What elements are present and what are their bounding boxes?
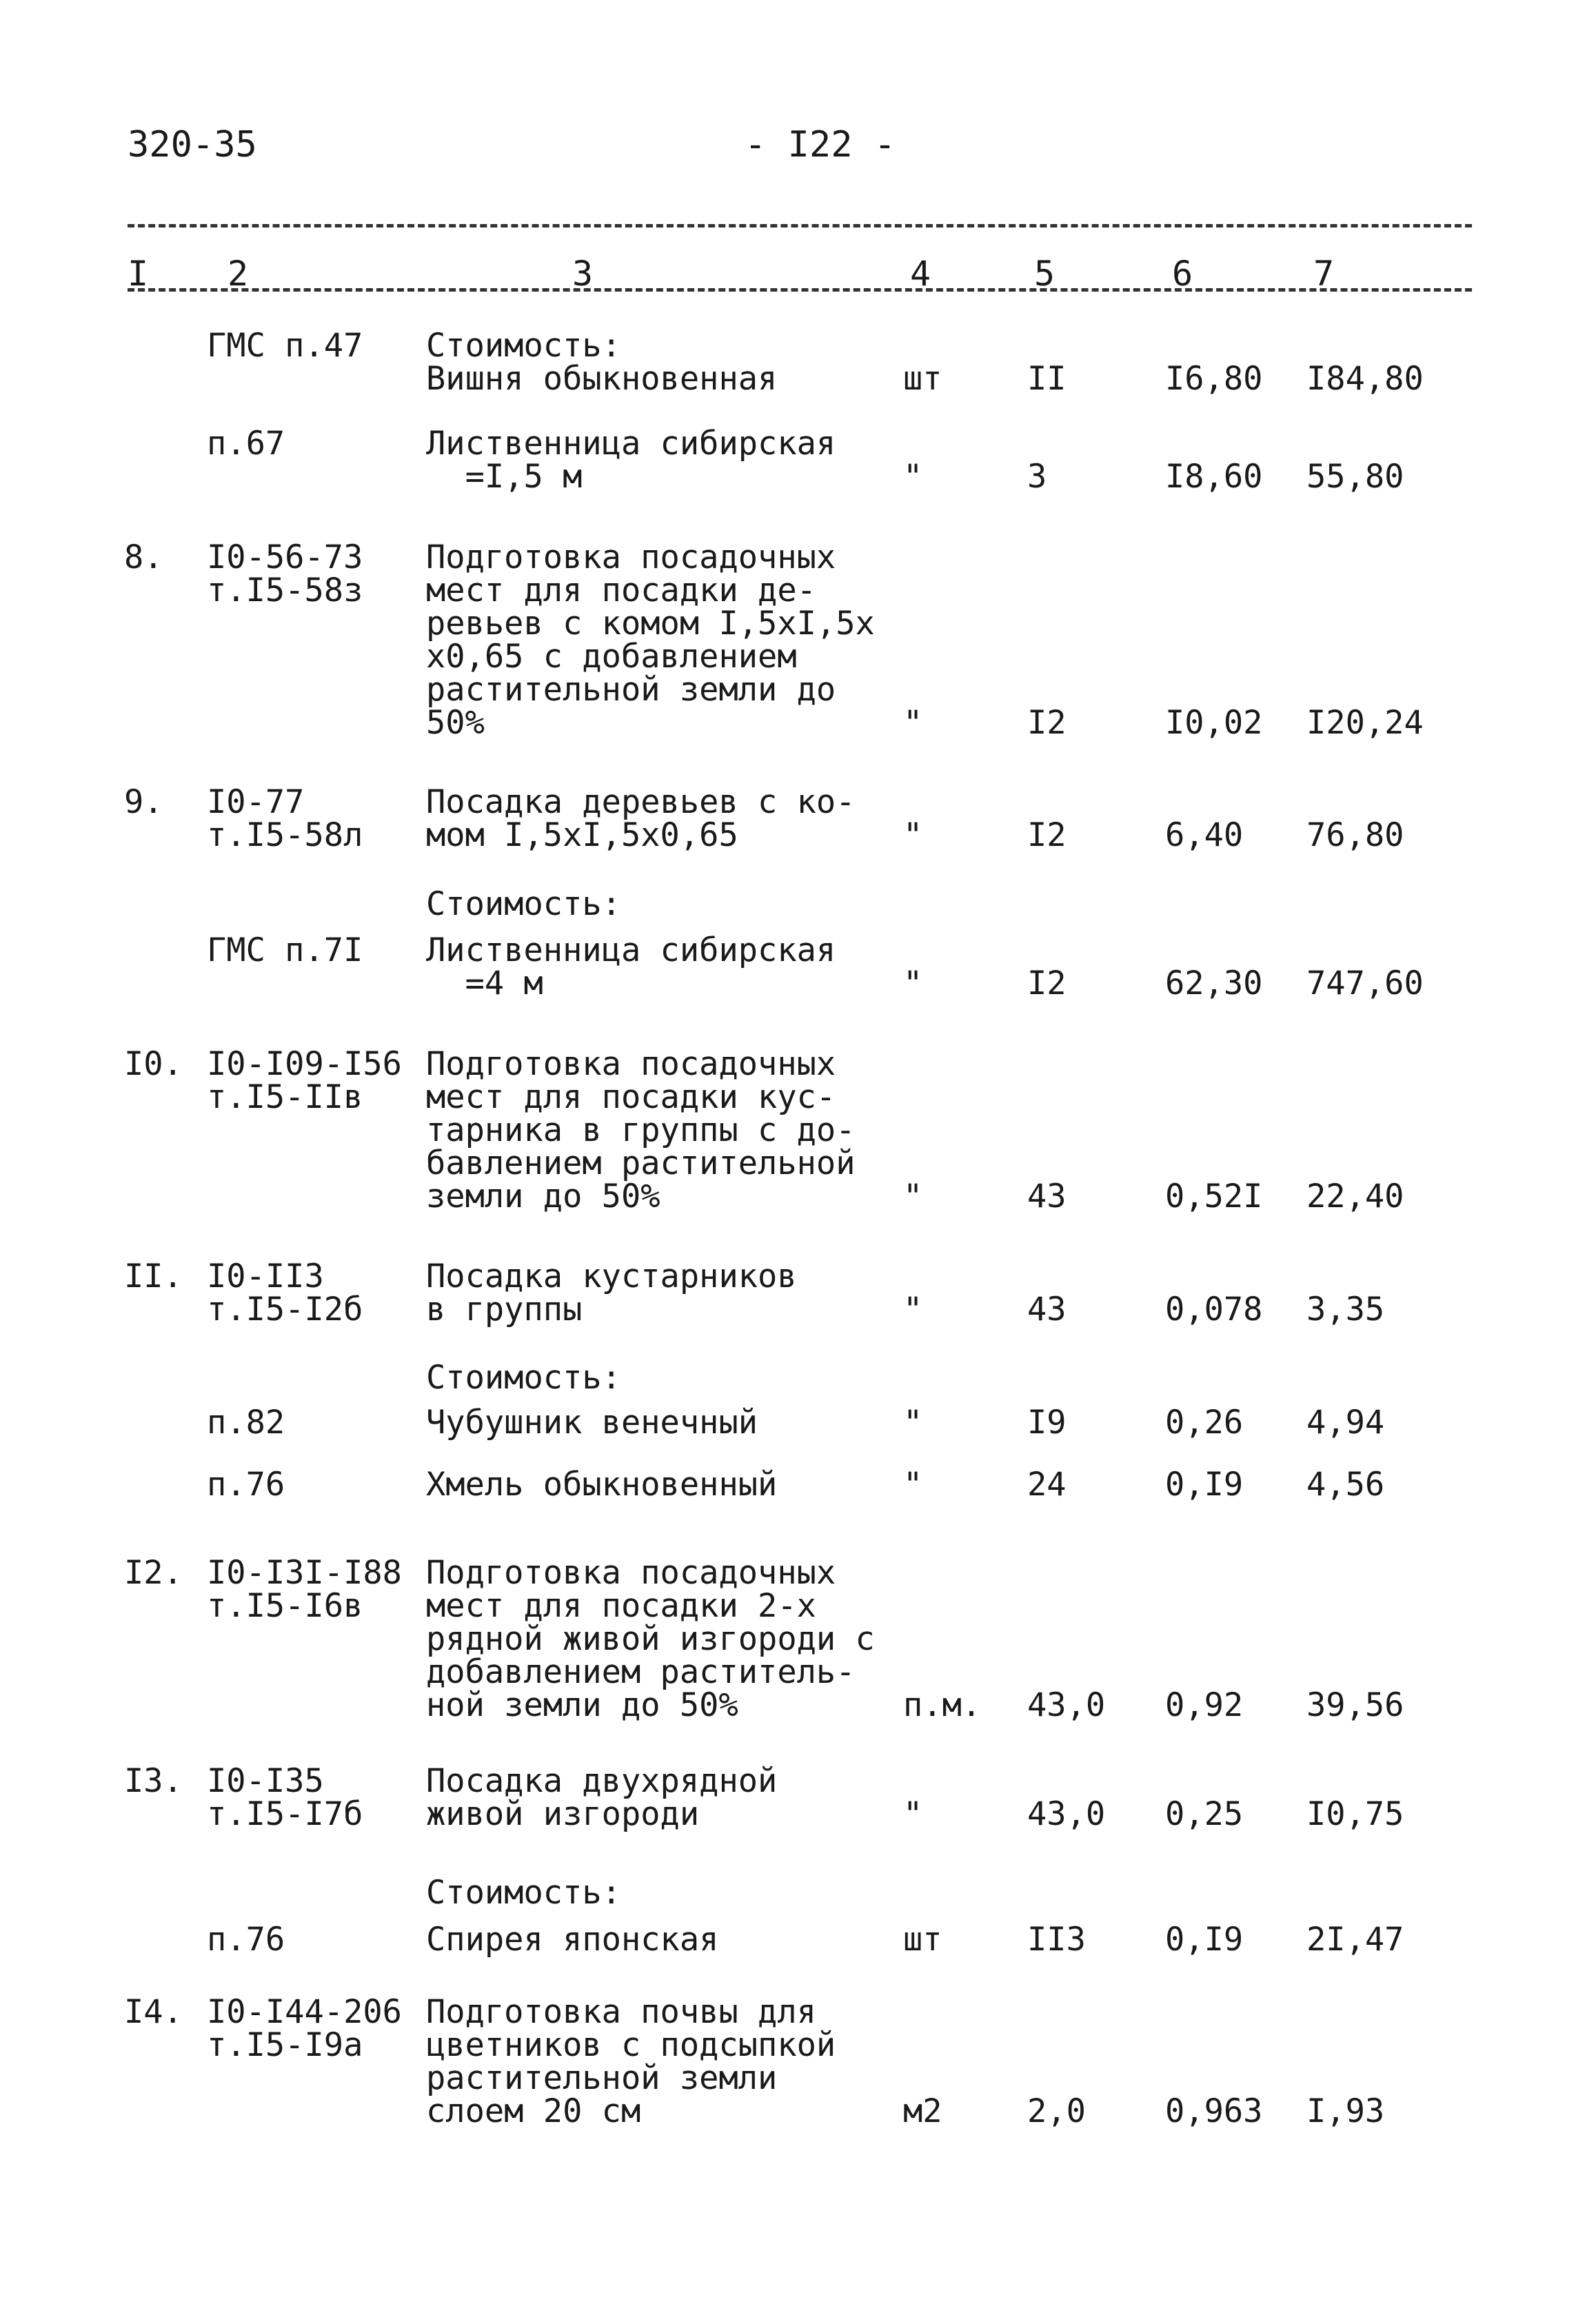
document-code: 320-35 [128,124,257,165]
header-separator-top [128,224,1472,228]
total-cost: 55,80 [1306,458,1404,496]
unit-of-measure: п.м. [903,1686,982,1724]
table-row [0,1468,1596,1502]
column-header: 6 [1172,254,1193,294]
unit-price: I6,80 [1165,360,1263,398]
work-description: Стоимость: [426,1874,621,1912]
quantity: II [1027,360,1067,398]
table-row [0,1257,1596,1328]
table-row [0,1404,1596,1442]
table-row [0,538,1596,742]
work-description: Чубушник венечный [426,1404,758,1442]
item-number: I3. [124,1762,183,1800]
unit-price: I0,02 [1165,704,1263,742]
table-row [0,1045,1596,1215]
unit-of-measure: " [903,1795,923,1833]
table-row [0,1359,1596,1397]
total-cost: I20,24 [1306,704,1424,742]
quantity: I2 [1027,964,1067,1002]
header-separator-bottom [128,288,1472,292]
table-row [0,1762,1596,1833]
item-number: I4. [124,1993,183,2031]
unit-price: 0,26 [1165,1404,1244,1442]
table-row [0,1874,1596,1912]
column-header: 5 [1034,254,1055,294]
unit-of-measure: шт [903,360,942,398]
unit-price: 6,40 [1165,816,1244,854]
total-cost: I84,80 [1306,360,1424,398]
work-description: Спирея японская [426,1921,719,1959]
norm-code: ГМС п.47 [207,327,363,365]
norm-code: п.76 [207,1921,285,1959]
unit-price: 0,I9 [1165,1921,1244,1959]
unit-of-measure: " [903,1178,923,1215]
total-cost: 3,35 [1306,1291,1385,1328]
table-row [0,427,1596,494]
norm-code: I0-I44-206 т.I5-I9а [207,1993,402,2064]
unit-of-measure: " [903,458,923,496]
column-header-row [0,254,1596,302]
unit-price: 0,52I [1165,1178,1263,1215]
column-header: 7 [1313,254,1335,294]
norm-code: I0-II3 т.I5-I2б [207,1257,363,1328]
total-cost: 22,40 [1306,1178,1404,1215]
norm-code: п.67 [207,425,285,463]
total-cost: I,93 [1306,2092,1385,2130]
column-header: I [128,254,149,294]
unit-price: 62,30 [1165,964,1263,1002]
norm-code: I0-56-73 т.I5-58з [207,538,363,609]
total-cost: 76,80 [1306,816,1404,854]
quantity: 43 [1027,1291,1067,1328]
quantity: 43,0 [1027,1686,1106,1724]
item-number: I0. [124,1045,183,1083]
table-row [0,783,1596,854]
quantity: II3 [1027,1921,1086,1959]
work-description: Подготовка посадочных мест для посадки кус- тарника в группы с до- бавлением растительной земли до 50% [426,1045,856,1215]
work-description: Лиственница сибирская =I,5 м [426,425,836,496]
column-header: 2 [228,254,249,294]
work-description: Подготовка посадочных мест для посадки 2-х рядной живой изгороди с добавлением раститель- ной земли до 50% [426,1554,875,1724]
work-description: Подготовка посадочных мест для посадки де- ревьев с комом I,5xI,5x x0,65 с добавлением растительной земли до 50% [426,538,875,742]
unit-of-measure: м2 [903,2092,942,2130]
unit-price: 0,92 [1165,1686,1244,1724]
quantity: I9 [1027,1404,1067,1442]
work-description: Посадка двухрядной живой изгороди [426,1762,778,1833]
norm-code: I0-I3I-I88 т.I5-I6в [207,1554,402,1625]
norm-code: I0-77 т.I5-58л [207,783,363,854]
unit-of-measure: " [903,1291,923,1328]
total-cost: 2I,47 [1306,1921,1404,1959]
item-number: II. [124,1257,183,1295]
item-number: I2. [124,1554,183,1592]
item-number: 9. [124,783,163,821]
work-description: Лиственница сибирская =4 м [426,931,836,1002]
table-row [0,1923,1596,1957]
unit-of-measure: " [903,964,923,1002]
work-description: Стоимость: [426,885,621,923]
unit-price: 0,078 [1165,1291,1263,1328]
table-row [0,327,1596,398]
total-cost: 4,94 [1306,1404,1385,1442]
norm-code: I0-I09-I56 т.I5-IIв [207,1045,402,1116]
table-row [0,1993,1596,2130]
work-description: Стоимость: Вишня обыкновенная [426,327,778,398]
quantity: 43 [1027,1178,1067,1215]
quantity: 3 [1027,458,1047,496]
norm-code: I0-I35 т.I5-I7б [207,1762,363,1833]
unit-price: 0,I9 [1165,1466,1244,1504]
work-description: Стоимость: [426,1359,621,1397]
unit-of-measure: " [903,816,923,854]
quantity: 2,0 [1027,2092,1086,2130]
column-header: 4 [910,254,931,294]
table-row [0,885,1596,923]
work-description: Хмель обыкновенный [426,1466,778,1504]
total-cost: 39,56 [1306,1686,1404,1724]
work-description: Посадка кустарников в группы [426,1257,797,1328]
work-description: Посадка деревьев с ко- мом I,5xI,5x0,65 [426,783,856,854]
norm-code: п.76 [207,1466,285,1504]
norm-code: ГМС п.7I [207,931,363,969]
column-header: 3 [572,254,594,294]
unit-of-measure: " [903,704,923,742]
unit-of-measure: шт [903,1921,942,1959]
quantity: I2 [1027,704,1067,742]
total-cost: 747,60 [1306,964,1424,1002]
table-row [0,931,1596,1002]
page-number: - I22 - [745,124,896,165]
table-row [0,1554,1596,1724]
unit-price: I8,60 [1165,458,1263,496]
total-cost: I0,75 [1306,1795,1404,1833]
quantity: I2 [1027,816,1067,854]
unit-of-measure: " [903,1404,923,1442]
work-description: Подготовка почвы для цветников с подсыпкой растительной земли слоем 20 см [426,1993,836,2130]
unit-of-measure: " [903,1466,923,1504]
unit-price: 0,963 [1165,2092,1263,2130]
total-cost: 4,56 [1306,1466,1385,1504]
quantity: 24 [1027,1466,1067,1504]
unit-price: 0,25 [1165,1795,1244,1833]
norm-code: п.82 [207,1404,285,1442]
item-number: 8. [124,538,163,576]
quantity: 43,0 [1027,1795,1106,1833]
